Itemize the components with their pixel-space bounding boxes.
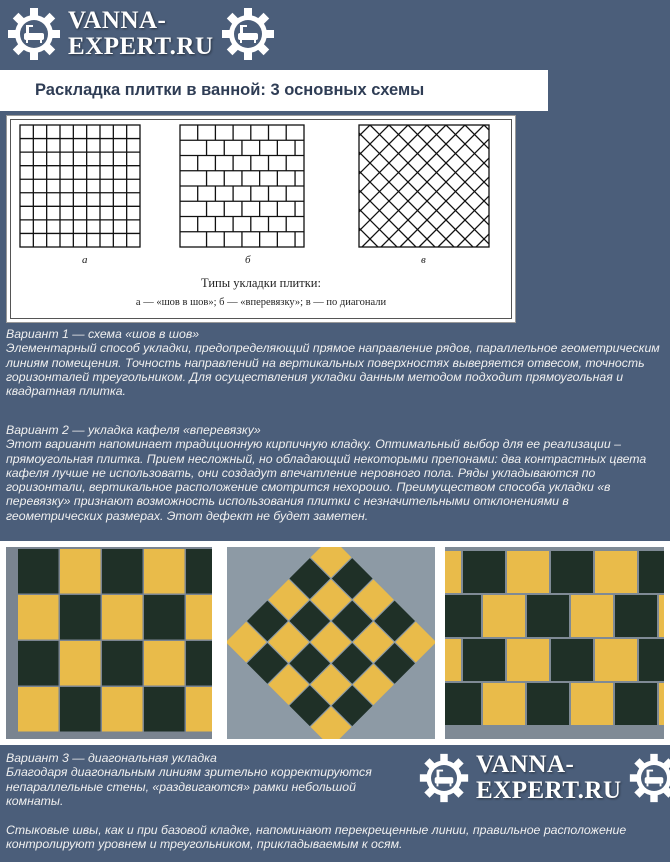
scheme-label-a: а — [82, 254, 88, 266]
title-bar — [0, 70, 548, 111]
photo-straight-layout — [6, 547, 212, 739]
variant-1-heading: Вариант 1 — схема «шов в шов» — [6, 327, 200, 341]
variant-2-body: Этот вариант напоминает традиционную кирпичную кладку. Оптимальный выбор для ее реализации – прямоугольная плитка. Прием несложный, но обладающий некоторыми препонами: два контрастных цвета кафеля лучше не использовать, они создадут впечатление неровного пола. Ряды укладываются по горизонтали, вертикальное расположение смотрится нехорошо. Преимуществом способа укладки «в перевязку» признают возможность использования плитки с незначительными отклонениями в геометрических размерах. Этот дефект не будет заметен. — [6, 437, 647, 523]
gear-bath-icon — [418, 752, 470, 804]
variant-3-body: Благодаря диагональным линиям зрительно корректируются непараллельные стены, «раздвигаются» рамки небольшой комнаты. — [6, 765, 372, 808]
logo-line2: EXPERT.RU — [476, 777, 622, 804]
article-variant-2 — [6, 423, 666, 523]
scheme-diagonal — [115, 125, 517, 247]
article-variant-3-note — [6, 823, 666, 852]
logo-line1: VANNA- — [476, 751, 575, 778]
site-logo-bottom[interactable] — [418, 752, 670, 804]
logo-line2: EXPERT.RU — [68, 33, 214, 60]
scheme-caption-legend: а — «шов в шов»; б — «вперевязку»; в — по диагонали — [135, 297, 387, 308]
gear-bath-icon — [628, 752, 670, 804]
variant-3-heading: Вариант 3 — диагональная укладка — [6, 751, 217, 765]
photo-offset-layout — [445, 547, 664, 739]
photo-diagonal-layout — [227, 547, 435, 739]
logo-text — [68, 8, 214, 60]
scheme-caption-title: Типы укладки плитки: — [201, 276, 321, 290]
scheme-running-bond — [180, 125, 304, 247]
scheme-label-b: б — [245, 254, 251, 266]
gear-bath-icon — [6, 6, 62, 62]
scheme-straight-grid — [20, 125, 140, 247]
article-variant-3 — [6, 751, 416, 808]
variant-3-note-body: Стыковые швы, как и при базовой кладке, напоминают перекрещенные линии, правильное расположение контролируют уровнем и треугольником, прикладываемым к осям. — [6, 823, 627, 852]
page-title: Раскладка плитки в ванной: 3 основных схемы — [35, 81, 425, 99]
scheme-label-v: в — [421, 254, 426, 266]
article-variant-1 — [6, 327, 666, 398]
logo-line1: VANNA- — [68, 7, 167, 34]
variant-1-body: Элементарный способ укладки, предопределяющий прямое направление рядов, параллельное геометрическим линиям помещения. Точность направлений на вертикальных поверхностях выверяется отвесом, точность горизонталей треугольником. Для осуществления укладки данным методом подходит прямоугольная и квадратная плитка. — [6, 341, 660, 399]
tile-photos-strip — [0, 541, 670, 745]
variant-2-heading: Вариант 2 — укладка кафеля «вперевязку» — [6, 423, 261, 437]
gear-bath-icon — [220, 6, 276, 62]
logo-text — [476, 752, 622, 804]
tile-schemes-figure — [6, 115, 516, 323]
tile-schemes-drawing — [7, 116, 517, 324]
site-logo[interactable] — [6, 6, 276, 62]
